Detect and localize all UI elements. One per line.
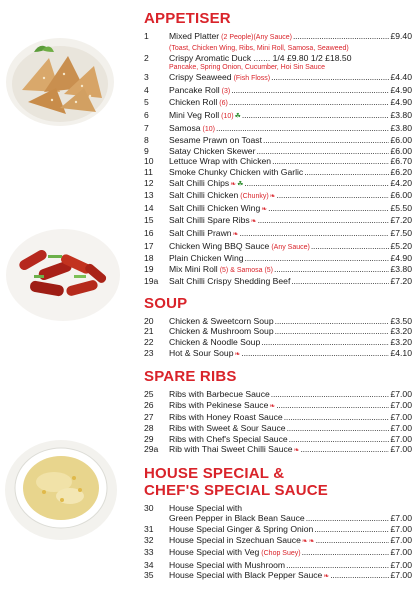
item-number: 33 <box>144 547 154 558</box>
menu-item <box>144 503 412 514</box>
dot-leader <box>245 253 390 264</box>
item-name: Rib with Thai Sweet Chilli Sauce <box>169 444 293 455</box>
item-number: 9 <box>144 145 149 156</box>
item-price: £4.90 <box>390 97 412 108</box>
veg-icon: ☘ <box>234 112 241 120</box>
item-number: 2 <box>144 52 149 63</box>
item-description: (Toast, Chicken Wing, Ribs, Mini Roll, Samosa, Seaweed) <box>169 44 349 52</box>
item-price: £3.80 <box>390 109 412 120</box>
item-number: 12 <box>144 177 154 188</box>
chili-icon: ❧ <box>234 350 241 358</box>
item-name: Crispy Aromatic Duck ....... 1/4 £9.80 1/2 £18.50 <box>169 52 352 63</box>
section-title-house-special-line1: HOUSE SPECIAL & <box>144 464 285 482</box>
menu-item <box>144 423 412 434</box>
chili-icon: ❧ <box>293 447 300 455</box>
item-price: £7.20 <box>390 215 412 226</box>
item-number: 3 <box>144 72 149 83</box>
menu-item <box>144 203 412 216</box>
item-note: (5) & Samosa (5) <box>219 266 273 274</box>
dot-leader <box>274 264 389 275</box>
sweetcorn-soup-photo <box>4 438 118 542</box>
menu-item <box>144 434 412 445</box>
item-name: Hot & Sour Soup <box>169 347 234 358</box>
chili-icon: ❧ <box>269 193 276 201</box>
item-number: 20 <box>144 315 154 326</box>
item-note: (Chop Suey) <box>261 550 301 558</box>
menu-item <box>144 123 412 136</box>
dot-leader <box>241 348 389 359</box>
item-price: £7.00 <box>390 423 412 434</box>
item-name: Chicken Wing BBQ Sauce <box>169 240 270 251</box>
item-price: £5.20 <box>390 240 412 251</box>
item-price: £7.00 <box>390 412 412 423</box>
item-name: Mix Mini Roll <box>169 263 218 274</box>
item-number: 23 <box>144 347 154 358</box>
dot-leader <box>275 326 390 337</box>
item-price: £7.00 <box>390 570 412 581</box>
salt-chilli-ribs-photo <box>4 225 122 325</box>
item-price: £5.50 <box>390 202 412 213</box>
menu-item <box>144 156 412 167</box>
item-number: 11 <box>144 166 153 177</box>
menu-item <box>144 412 412 423</box>
item-price: £6.00 <box>390 135 412 146</box>
menu-item <box>144 444 412 457</box>
menu-item <box>144 31 412 44</box>
item-number: 10 <box>144 156 154 167</box>
item-price: £3.80 <box>390 122 412 133</box>
item-name: Salt Chilli Prawn <box>169 227 232 238</box>
dot-leader <box>289 434 390 445</box>
dot-leader <box>293 31 390 42</box>
item-name: Green Pepper in Black Bean Sauce <box>169 513 305 524</box>
item-name: Salt Chilli Chips <box>169 177 230 188</box>
menu-item <box>144 535 412 548</box>
item-name: House Special with Mushroom <box>169 559 286 570</box>
item-note: (3) <box>221 87 231 95</box>
item-name: Chicken & Noodle Soup <box>169 337 261 348</box>
item-price: £7.00 <box>390 547 412 558</box>
dot-leader <box>287 423 390 434</box>
dot-leader <box>291 276 389 287</box>
item-number: 17 <box>144 240 154 251</box>
menu-item <box>144 524 412 535</box>
item-name: Mini Veg Roll <box>169 109 220 120</box>
item-price: £3.20 <box>390 337 412 348</box>
dot-leader <box>286 560 389 571</box>
menu-item <box>144 513 412 524</box>
dot-leader <box>244 178 389 189</box>
item-name: Ribs with Honey Roast Sauce <box>169 412 283 423</box>
menu-item <box>144 276 412 287</box>
menu-item <box>144 389 412 400</box>
chili-icon: ❧ <box>261 205 268 213</box>
dot-leader <box>300 444 389 455</box>
item-number: 27 <box>144 412 154 423</box>
item-name: Chicken & Mushroom Soup <box>169 326 274 337</box>
item-number: 1 <box>144 31 149 41</box>
item-name: Salt Chilli Crispy Shedding Beef <box>169 276 291 287</box>
menu-content <box>144 10 412 591</box>
menu-item <box>144 135 412 146</box>
item-name: Ribs with Sweet & Sour Sauce <box>169 423 286 434</box>
item-number: 28 <box>144 423 154 434</box>
dot-leader <box>263 135 389 146</box>
item-name: Pancake Roll <box>169 84 220 95</box>
soup-list <box>144 316 412 360</box>
spare-ribs-list <box>144 389 412 457</box>
item-name: Ribs with Pekinese Sauce <box>169 399 269 410</box>
item-price: £7.50 <box>390 227 412 238</box>
chili-icon: ❧ <box>232 230 239 238</box>
menu-item <box>144 400 412 413</box>
item-name: House Special with Black Pepper Sauce <box>169 570 323 581</box>
chili-icon: ❧ <box>250 218 257 226</box>
menu-item <box>144 560 412 571</box>
chili-icon: ❧ <box>301 537 308 545</box>
item-number: 14 <box>144 202 154 213</box>
menu-item <box>144 326 412 337</box>
item-price: £7.00 <box>390 399 412 410</box>
dot-leader <box>256 146 389 157</box>
item-price: £7.00 <box>390 534 412 545</box>
item-price: £6.00 <box>390 190 412 201</box>
menu-item <box>144 53 412 64</box>
item-number: 34 <box>144 559 154 570</box>
section-title-appetiser: APPETISER <box>144 10 231 27</box>
item-price: £3.80 <box>390 263 412 274</box>
section-title-house-special-line2: CHEF'S SPECIAL SAUCE <box>144 481 328 499</box>
item-price: £4.90 <box>390 253 412 264</box>
item-name: House Special with <box>169 502 243 513</box>
dot-leader <box>302 547 390 558</box>
dot-leader <box>306 513 390 524</box>
item-price: £3.50 <box>390 315 412 326</box>
menu-item <box>144 146 412 157</box>
item-number: 7 <box>144 122 149 133</box>
sesame-toast-photo <box>4 30 116 130</box>
dot-leader <box>261 337 389 348</box>
item-price: £7.00 <box>390 433 412 444</box>
menu-item <box>144 253 412 264</box>
dot-leader <box>268 203 389 214</box>
item-number: 16 <box>144 227 154 238</box>
item-name: Sesame Prawn on Toast <box>169 135 262 146</box>
dot-leader <box>231 85 389 96</box>
dot-leader <box>271 72 389 83</box>
dot-leader <box>311 241 390 252</box>
dot-leader <box>275 316 390 327</box>
dot-leader <box>284 412 390 423</box>
item-name: Smoke Chunky Chicken with Garlic <box>169 166 304 177</box>
item-note: (Any Sauce) <box>271 243 310 251</box>
dot-leader <box>330 570 389 581</box>
item-price: £9.40 <box>390 31 412 41</box>
dot-leader <box>304 167 389 178</box>
item-note: (Chunky) <box>240 193 269 201</box>
item-number: 32 <box>144 534 154 545</box>
menu-item <box>144 228 412 241</box>
item-name: Samosa <box>169 122 201 133</box>
menu-item <box>144 97 412 110</box>
dot-leader <box>276 400 389 411</box>
item-number: 15 <box>144 215 154 226</box>
item-name: House Special with Veg <box>169 547 260 558</box>
item-name: Ribs with Chef's Special Sauce <box>169 433 288 444</box>
item-note: (2 People)(Any Sauce) <box>221 34 292 41</box>
chili-icon: ❧ <box>323 573 330 581</box>
menu-item <box>144 110 412 123</box>
menu-item <box>144 570 412 583</box>
item-number: 4 <box>144 84 149 95</box>
item-price: £6.70 <box>390 156 412 167</box>
item-price: £4.40 <box>390 72 412 83</box>
item-note: (10) <box>221 112 234 120</box>
item-number: 35 <box>144 570 154 581</box>
item-number: 8 <box>144 135 149 146</box>
item-number: 29 <box>144 433 154 444</box>
item-number: 29a <box>144 444 159 455</box>
item-number: 26 <box>144 399 154 410</box>
item-note: (6) <box>219 100 228 108</box>
dot-leader <box>277 190 390 201</box>
menu-item <box>144 348 412 361</box>
item-name: House Special Ginger & Spring Onion <box>169 524 314 534</box>
item-price: £6.00 <box>390 145 412 156</box>
dot-leader <box>314 524 389 535</box>
section-title-soup: SOUP <box>144 294 188 312</box>
item-price: £7.00 <box>390 389 412 400</box>
item-price: £4.20 <box>390 177 412 188</box>
item-name: Salt Chilli Chicken Wing <box>169 202 261 213</box>
item-number: 31 <box>144 524 154 534</box>
item-price: £4.10 <box>390 347 412 358</box>
item-price: £7.00 <box>390 444 412 455</box>
item-price: £7.00 <box>390 524 412 534</box>
item-number: 19 <box>144 263 154 274</box>
soup-section <box>144 295 412 360</box>
item-name: Salt Chilli Spare Ribs <box>169 215 250 226</box>
item-number: 30 <box>144 502 154 513</box>
veg-icon: ☘ <box>237 180 244 188</box>
chili-icon: ❧ <box>308 537 315 545</box>
menu-item <box>144 190 412 203</box>
menu-item <box>144 241 412 254</box>
item-name: Ribs with Barbecue Sauce <box>169 389 270 400</box>
section-title-spare-ribs: SPARE RIBS <box>144 368 237 386</box>
item-name: House Special in Szechuan Sauce <box>169 534 301 545</box>
house-special-list <box>144 503 412 583</box>
spare-ribs-section <box>144 368 412 457</box>
dot-leader <box>258 215 390 226</box>
item-price: £6.20 <box>390 166 412 177</box>
appetiser-section <box>144 10 412 287</box>
house-special-section <box>144 465 412 583</box>
item-number: 5 <box>144 97 149 108</box>
dot-leader <box>272 156 389 167</box>
menu-item <box>144 215 412 228</box>
item-name: Chicken Roll <box>169 97 218 108</box>
menu-item <box>144 85 412 98</box>
item-name: Salt Chilli Chicken <box>169 190 239 201</box>
item-name: Satay Chicken Skewer <box>169 145 256 156</box>
menu-item <box>144 337 412 348</box>
item-number: 13 <box>144 190 154 201</box>
dot-leader <box>216 123 390 134</box>
item-price: £3.20 <box>390 326 412 337</box>
appetiser-list <box>144 31 412 287</box>
item-number: 18 <box>144 253 154 264</box>
item-number: 22 <box>144 337 154 348</box>
item-name: Plain Chicken Wing <box>169 253 244 264</box>
item-price: £4.90 <box>390 84 412 95</box>
dot-leader <box>271 389 390 400</box>
item-number: 21 <box>144 326 154 337</box>
chili-icon: ❧ <box>230 180 237 188</box>
item-price: £7.20 <box>390 276 412 287</box>
menu-item <box>144 547 412 560</box>
chili-icon: ❧ <box>269 402 276 410</box>
dot-leader <box>239 228 389 239</box>
menu-item <box>144 167 412 178</box>
item-name: Chicken & Sweetcorn Soup <box>169 315 274 326</box>
menu-item <box>144 72 412 85</box>
item-name: Crispy Seaweed <box>169 72 232 83</box>
dot-leader <box>242 110 390 121</box>
item-name: Lettuce Wrap with Chicken <box>169 156 272 167</box>
item-note: (Fish Floss) <box>233 75 271 83</box>
item-price: £7.00 <box>390 513 412 524</box>
menu-item <box>144 264 412 277</box>
item-name: Mixed Platter <box>169 31 220 41</box>
item-price: £7.00 <box>390 559 412 570</box>
menu-item <box>144 316 412 327</box>
item-note: (10) <box>202 125 215 133</box>
dot-leader <box>316 535 390 546</box>
item-number: 25 <box>144 389 154 400</box>
item-number: 19a <box>144 276 159 287</box>
item-number: 6 <box>144 109 149 120</box>
menu-item <box>144 178 412 191</box>
item-description: Pancake, Spring Onion, Cucumber, Hoi Sin Sauce <box>169 64 326 72</box>
dot-leader <box>229 97 390 108</box>
